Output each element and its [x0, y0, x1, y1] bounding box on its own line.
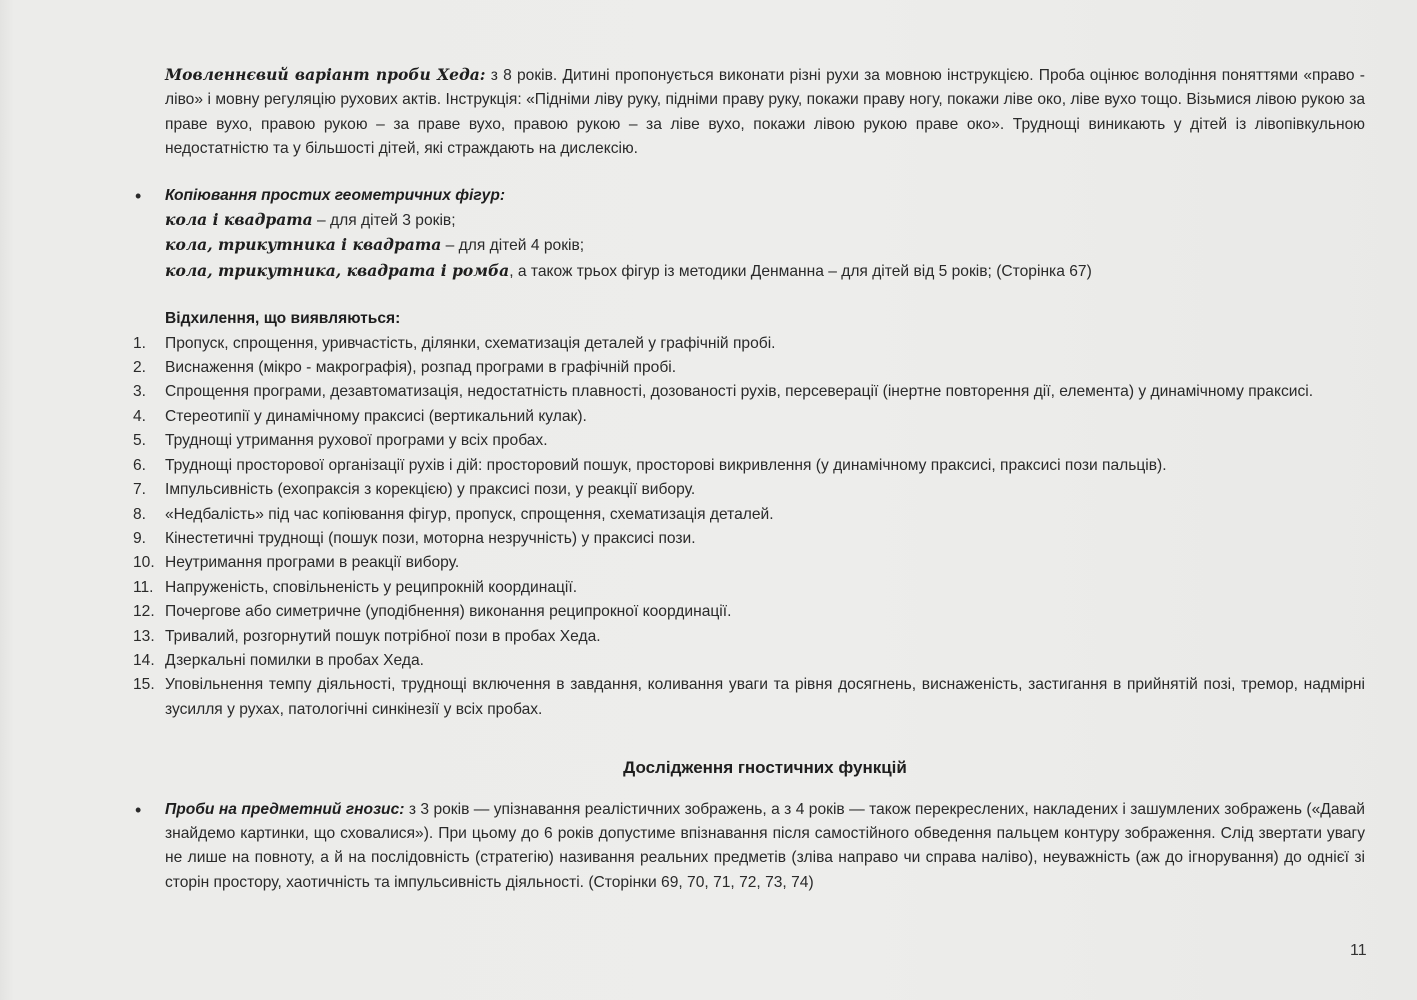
item-number: 5.	[133, 432, 147, 450]
item-number: 2.	[133, 359, 147, 377]
list-item	[133, 429, 1365, 453]
item-text: Почергове або симетричне (уподібнення) виконання реципрокної координації.	[165, 603, 732, 621]
item-number: 3.	[133, 383, 147, 401]
item-number: 7.	[133, 481, 147, 499]
item-text: Напруженість, сповільненість у реципрокній координації.	[165, 578, 578, 596]
list-item	[133, 332, 1365, 356]
item-text: Стереотипії у динамічному праксисі (вертикальний кулак).	[165, 407, 587, 425]
gnosis-title: Проби на предметний гнозис:	[165, 800, 405, 818]
list-item	[133, 649, 1365, 673]
copying-line	[165, 208, 1365, 233]
item-number: 15.	[133, 676, 155, 694]
item-text: Виснаження (мікро - макрографія), розпад програми в графічній пробі.	[165, 359, 677, 377]
gnosis-paragraph	[165, 798, 1365, 896]
figure-age: – для дітей 4 років;	[441, 237, 585, 255]
figure-name: кола, трикутника, квадрата і ромба	[165, 260, 510, 280]
item-number: 12.	[133, 603, 155, 621]
item-text: Неутримання програми в реакції вибору.	[165, 554, 460, 572]
figure-age: , а також трьох фігур із методики Денманна – для дітей від 5 років; (Сторінка 67)	[509, 262, 1092, 280]
list-item	[133, 405, 1365, 429]
item-number: 1.	[133, 334, 147, 352]
list-item	[133, 380, 1365, 404]
figure-age: – для дітей 3 років;	[312, 212, 456, 230]
figure-name: кола і квадрата	[165, 210, 313, 230]
item-number: 8.	[133, 505, 147, 523]
intro-title: Мовленнєвий варіант проби Хеда:	[165, 65, 486, 84]
item-number: 13.	[133, 627, 155, 645]
item-text: Тривалий, розгорнутий пошук потрібної пози в пробах Хеда.	[165, 627, 601, 645]
bullet-icon: •	[135, 799, 142, 820]
gnosis-text: з 3 років — упізнавання реалістичних зображень, а з 4 років — також перекреслених, накладених і зашумлених зображень («Давай знайдемо картинки, що сховалися»). При цьому до 6 років допустиме впізнавання після самостійного обведення пальцем контуру зображення. Слід звертати увагу не лише на повноту, а й на послідовність (стратегію) називання реальних предметів (зліва направо чи справа наліво), неуважність (аж до ігнорування) до однієї зі сторін простору, хаотичність та імпульсивність діяльності. (Сторінки 69, 70, 71, 72, 73, 74)	[165, 800, 1365, 891]
list-item	[133, 527, 1365, 551]
page-content	[133, 63, 1365, 895]
list-item	[133, 551, 1365, 575]
item-text: Труднощі утримання рухової програми у всіх пробах.	[165, 432, 548, 450]
item-number: 6.	[133, 456, 147, 474]
item-number: 10.	[133, 554, 155, 572]
item-text: Пропуск, спрощення, уривчастість, ділянки, схематизація деталей у графічній пробі.	[165, 334, 776, 352]
list-item	[133, 356, 1365, 380]
item-text: Уповільнення темпу діяльності, труднощі включення в завдання, коливання уваги та рівня досягнень, виснаженість, застигання в прийнятій позі, тремор, надмірні зусилля у рухах, патологічні синкінезії у всіх пробах.	[165, 676, 1365, 718]
intro-paragraph	[165, 63, 1365, 162]
item-number: 14.	[133, 651, 155, 669]
item-text: Труднощі просторової організації рухів і дій: просторовий пошук, просторові викривлення (у динамічному праксисі, праксисі пози пальців).	[165, 456, 1167, 474]
deviations-list	[133, 332, 1365, 723]
item-text: Імпульсивність (ехопраксія з корекцією) у праксисі пози, у реакції вибору.	[165, 481, 696, 499]
item-text: Спрощення програми, дезавтоматизація, недостатність плавності, дозованості рухів, персеверації (інертне повторення дії, елемента) у динамічному праксисі.	[165, 383, 1314, 401]
list-item	[133, 600, 1365, 624]
figure-name: кола, трикутника і квадрата	[165, 235, 442, 255]
item-text: Дзеркальні помилки в пробах Хеда.	[165, 651, 424, 669]
bullet-icon: •	[135, 185, 142, 206]
list-item	[133, 673, 1365, 722]
list-item	[133, 478, 1365, 502]
item-text: «Недбалість» під час копіювання фігур, пропуск, спрощення, схематизація деталей.	[165, 505, 774, 523]
list-item	[133, 454, 1365, 478]
deviations-title: Відхилення, що виявляються:	[165, 310, 401, 328]
item-text: Кінестетичні труднощі (пошук пози, моторна незручність) у праксисі пози.	[165, 529, 696, 547]
copying-section	[135, 184, 1365, 285]
list-item	[133, 625, 1365, 649]
copying-title: Копіювання простих геометричних фігур:	[165, 186, 506, 204]
page-number: 11	[1350, 942, 1367, 959]
list-item	[133, 576, 1365, 600]
copying-line	[165, 259, 1365, 284]
item-number: 9.	[133, 529, 147, 547]
copying-line	[165, 233, 1365, 258]
item-number: 4.	[133, 407, 147, 425]
list-item	[133, 503, 1365, 527]
intro-text: з 8 років. Дитині пропонується виконати різні рухи за мовною інструкцією. Проба оцінює володіння поняттями «право - ліво» і мовну регуляцію рухових актів. Інструкція: «Підніми ліву руку, підніми праву руку, покажи праву ногу, покажи ліве око, ліве вухо тощо. Візьмися лівою рукою за праве вухо, правою рукою – за праве вухо, правою рукою – за ліве вухо, покажи лівою рукою праве око». Труднощі виникають у дітей із лівопівкульною недостатністю та у більшості дітей, які страждають на дислексію.	[165, 67, 1365, 158]
item-number: 11.	[133, 578, 154, 596]
gnosis-section	[135, 798, 1365, 896]
section-heading: Дослідження гностичних функцій	[623, 758, 907, 778]
